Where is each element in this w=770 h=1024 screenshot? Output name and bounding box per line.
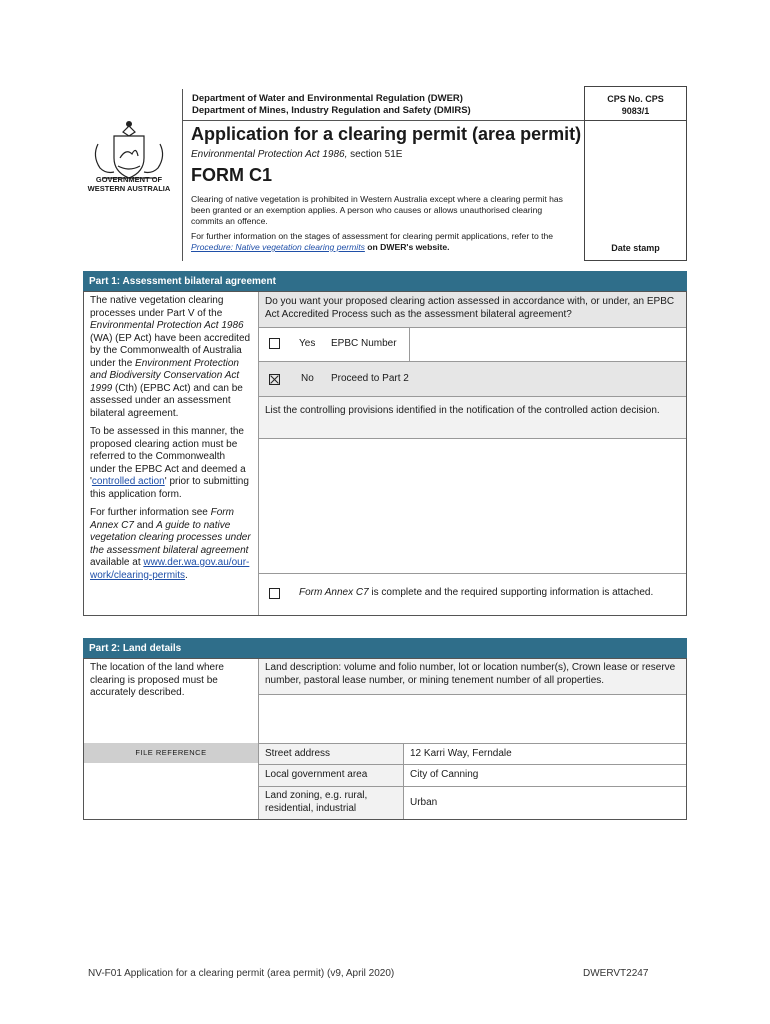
yes-row <box>258 327 686 361</box>
side-paragraph-1: The native vegetation clearing processes under Part V of the Environmental Protection Act 1986 (WA) (EP Act) have been accredited by the Commonwealth of Australia under the Environment Protection and Biodiversity Conservation Act 1999 (Cth) (EPBC Act) and can be assessed under an assessment bilateral agreement. <box>90 295 251 419</box>
yes-label: Yes <box>299 338 316 349</box>
annex-checkbox[interactable] <box>269 588 280 599</box>
annex-label: Form Annex C7 is complete and the required supporting information is attached. <box>299 587 654 598</box>
street-address-label: Street address <box>258 743 403 764</box>
clearing-permits-link[interactable]: www.der.wa.gov.au/our-work/clearing-permits <box>90 557 250 581</box>
part2-heading: Part 2: Land details <box>83 638 687 658</box>
local-government-field[interactable]: City of Canning <box>403 764 686 786</box>
land-description-input[interactable] <box>258 694 686 743</box>
part1-side-info <box>90 295 253 582</box>
side-paragraph-2: To be assessed in this manner, the proposed clearing action must be referred to the Commonwealth under the EPBC Act and deemed a 'controlled action' prior to submitting this application form. <box>90 426 249 500</box>
cps-box <box>584 86 687 261</box>
header-rule <box>182 120 585 121</box>
cps-number: CPS No. CPS 9083/1 <box>607 94 664 116</box>
no-label: No <box>301 373 314 384</box>
side-paragraph-3: For further information see Form Annex C7 and A guide to native vegetation clearing processes under the assessment bilateral agreement available at www.der.wa.gov.au/our-work/clearing-permits. <box>90 507 251 581</box>
header-divider <box>182 89 183 261</box>
proceed-label: Proceed to Part 2 <box>331 373 409 384</box>
file-reference: FILE REFERENCE <box>84 743 258 763</box>
controlling-provisions-label: List the controlling provisions identified in the notification of the controlled action decision. <box>258 396 686 438</box>
no-row <box>258 361 686 396</box>
epbc-number-input[interactable] <box>410 328 686 361</box>
procedure-link[interactable]: Procedure: Native vegetation clearing permits <box>191 242 365 252</box>
department-names <box>192 93 471 117</box>
footer-form-name: NV-F01 Application for a clearing permit (area permit) (v9, April 2020) <box>88 968 395 979</box>
footer-code: DWERVT2247 <box>583 968 649 979</box>
land-zoning-label: Land zoning, e.g. rural, residential, industrial <box>258 786 403 819</box>
intro-further-info: For further information on the stages of assessment for clearing permit applications, refer to the Procedure: Native vegetation clearing permits on DWER's website. <box>191 231 554 252</box>
yes-checkbox[interactable] <box>269 338 280 349</box>
department-line-1: Department of Water and Environmental Regulation (DWER) <box>192 93 463 104</box>
department-line-2: Department of Mines, Industry Regulation and Safety (DMIRS) <box>192 105 471 116</box>
controlled-action-link[interactable]: controlled action <box>91 476 165 487</box>
controlling-provisions-input[interactable] <box>258 438 686 573</box>
land-description-label: Land description: volume and folio number, lot or location number(s), Crown lease or reserve number, pastoral lease number, or mining tenement number of all properties. <box>258 659 686 694</box>
government-label: GOVERNMENT OF WESTERN AUSTRALIA <box>87 175 171 193</box>
street-address-field[interactable]: 12 Karri Way, Ferndale <box>403 743 686 764</box>
epbc-number-label: EPBC Number <box>331 338 397 349</box>
act-reference: Environmental Protection Act 1986, section 51E <box>191 149 403 160</box>
local-government-label: Local government area <box>258 764 403 786</box>
part1-heading: Part 1: Assessment bilateral agreement <box>83 271 687 291</box>
date-stamp-label: Date stamp <box>611 243 660 253</box>
page-title: Application for a clearing permit (area permit) <box>191 124 582 144</box>
epbc-question: Do you want your proposed clearing action assessed in accordance with, or under, an EPBC Act Accredited Process such as the assessment bilateral agreement? <box>258 292 686 327</box>
part2-side-info: The location of the land where clearing is proposed must be accurately described. <box>90 662 224 698</box>
intro-text: Clearing of native vegetation is prohibited in Western Australia except where a clearing permit has been granted or an exemption applies. A person who causes or allows unauthorised clearing commits an offence. <box>191 194 563 226</box>
form-title: FORM C1 <box>191 165 272 185</box>
land-zoning-field[interactable]: Urban <box>403 786 686 819</box>
annex-row <box>258 573 686 615</box>
no-checkbox[interactable] <box>269 374 280 385</box>
